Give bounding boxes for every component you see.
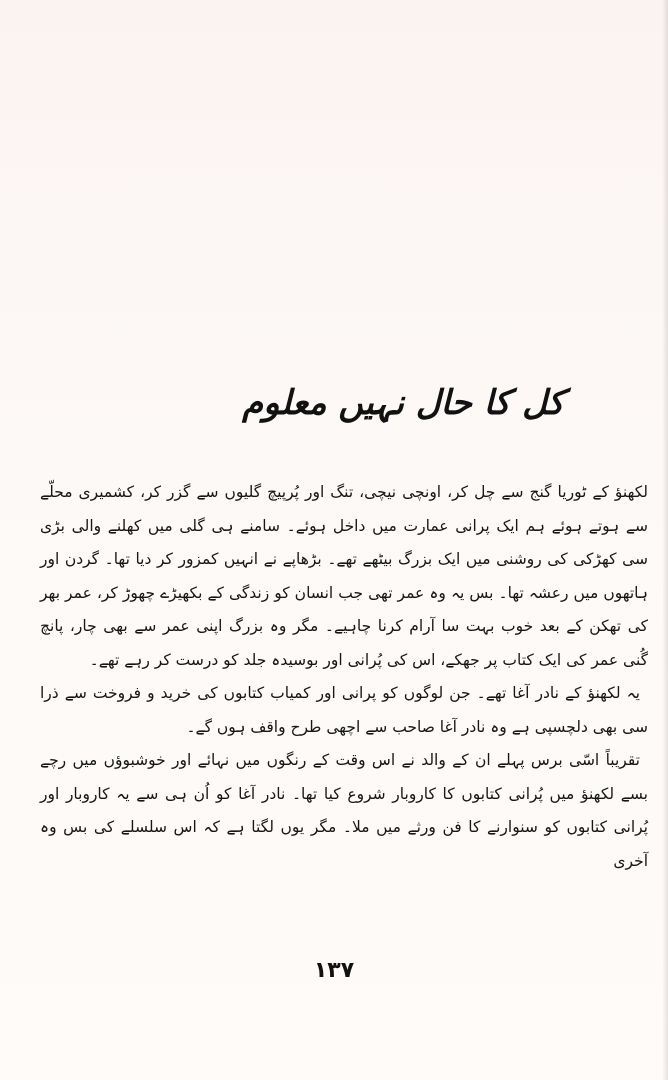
page-edge-shadow xyxy=(662,0,668,1080)
page-number: ۱۳۷ xyxy=(313,958,355,983)
paragraph: تقریباً اسّی برس پہلے ان کے والد نے اس وقت کے رنگوں میں نہائے اور خوشبوؤں میں رچے بسے لکھنؤ میں پُرانی کتابوں کا کاروبار شروع کیا تھا۔ نادر آغا کو اُن ہی سے یہ کاروبار اور پُرانی کتابوں کو سنوارنے کا فن ورثے میں ملا۔ مگر یوں لگتا ہے کہ اس سلسلے کی بس وہ آخری xyxy=(40,751,648,870)
paragraph: لکھنؤ کے ٹوریا گنج سے چل کر، اونچی نیچی، تنگ اور پُرپیچ گلیوں سے گزر کر، کشمیری محلّے سے ہوتے ہوئے ہم ایک پرانی عمارت میں داخل ہوئے۔ سامنے ہی گلی میں کھلنے والی بڑی سی کھڑکی کی روشنی میں ایک بزرگ بیٹھے تھے۔ بڑھاپے نے انہیں کمزور کر دیا تھا۔ گردن اور ہاتھوں میں رعشہ تھا۔ بس یہ وہ عمر تھی جب انسان کو زندگی کے بکھیڑے چھوڑ کر، عمر بھر کی تھکن کے بعد خوب بہت سا آرام کرنا چاہیے۔ مگر وہ بزرگ اپنی عمر سے بھی چار، پانچ گُنی عمر کی ایک کتاب پر جھکے، اس کی پُرانی اور بوسیدہ جلد کو درست کر رہے تھے۔ xyxy=(40,483,648,669)
paragraph: یہ لکھنؤ کے نادر آغا تھے۔ جن لوگوں کو پرانی اور کمیاب کتابوں کی خرید و فروخت سے ذرا سی بھی دلچسپی ہے وہ نادر آغا صاحب سے اچھی طرح واقف ہوں گے۔ xyxy=(40,684,648,736)
body-text xyxy=(40,476,648,878)
chapter-title: کل کا حال نہیں معلوم xyxy=(242,383,564,423)
